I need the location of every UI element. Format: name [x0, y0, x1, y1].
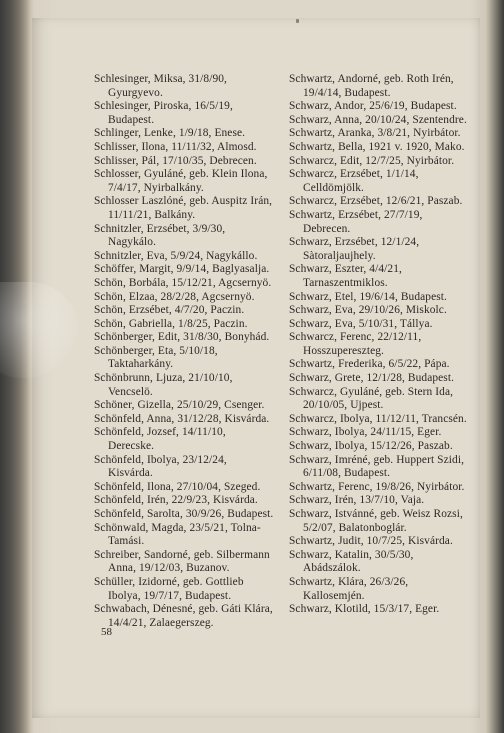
name-entry: Schwartz, Erzsébet, 27/7/19, Debrecen. — [289, 208, 423, 235]
left-column — [94, 73, 274, 630]
name-entry: Schön, Gabriella, 1/8/25, Paczin. — [94, 317, 248, 330]
name-entry: Schöner, Gizella, 25/10/29, Csenger. — [94, 399, 265, 412]
name-entry: Schwartz, Ferenc, 19/8/26, Nyirbátor. — [289, 480, 465, 493]
name-entry: Schwarz, Ibolya, 24/11/15, Eger. — [289, 426, 442, 439]
name-entry: Schönfeld, Ibolya, 23/12/24, Kisvárda. — [94, 453, 227, 480]
name-entry: Schönfeld, Anna, 31/12/28, Kisvárda. — [94, 412, 270, 425]
name-entry: Schönfeld, Irén, 22/9/23, Kisvárda. — [94, 494, 258, 507]
page-mark — [296, 19, 299, 23]
name-entry: Schönwald, Magda, 23/5/21, Tolna-Tamási. — [94, 521, 261, 548]
name-entry: Schön, Elzaa, 28/2/28, Agcsernyö. — [94, 290, 255, 303]
name-entry: Schwartz, Frederika, 6/5/22, Pápa. — [289, 358, 450, 371]
name-entry: Schwabach, Dénesné, geb. Gáti Klára, 14/4/21, Zalaegerszeg. — [94, 603, 273, 629]
name-entry: Schwarz, Andor, 25/6/19, Budapest. — [289, 100, 457, 113]
name-entry: Schwarcz, Gyuláné, geb. Stern Ida, 20/10/05, Ujpest. — [289, 385, 454, 412]
name-entry: Schlosser Laszlóné, geb. Auspitz Irán, 11/11/21, Balkány. — [94, 195, 273, 221]
name-entry: Schwarz, Imréné, geb. Huppert Szidi, 6/11/08, Budapest. — [289, 453, 465, 480]
name-entry: Schöffer, Margit, 9/9/14, Baglyasalja. — [94, 263, 270, 276]
name-entry: Schnitzler, Eva, 5/9/24, Nagykállo. — [94, 249, 258, 262]
name-entry: Schwarz, Eva, 5/10/31, Tállya. — [289, 317, 433, 330]
name-entry: Schön, Erzsébet, 4/7/20, Paczin. — [94, 304, 245, 317]
name-entry: Schwarz, Ibolya, 15/12/26, Paszab. — [289, 440, 453, 453]
name-entry: Schlinger, Lenke, 1/9/18, Enese. — [94, 127, 246, 140]
right-column — [289, 73, 469, 617]
name-entry: Schwarz, Eva, 29/10/26, Miskolc. — [289, 304, 447, 317]
name-entry: Schwartz, Aranka, 3/8/21, Nyirbátor. — [289, 127, 461, 140]
name-entry: Schwarz, Irén, 13/7/10, Vaja. — [289, 494, 425, 507]
name-entry: Schwarcz, Edit, 12/7/25, Nyirbátor. — [289, 154, 455, 167]
name-entry: Schwarcz, Erzsébet, 1/1/14, Celldömjölk. — [289, 168, 419, 194]
name-entry: Schön, Borbála, 15/12/21, Agcsernyö. — [94, 276, 272, 289]
name-entry: Schwarcz, Ibolya, 11/12/11, Trancsén. — [289, 412, 467, 425]
name-entry: Schwartz, Bella, 1921 v. 1920, Mako. — [289, 140, 465, 153]
name-entry: Schwarz, Istvánné, geb. Weisz Rozsi, 5/2/07, Balatonboglár. — [289, 508, 463, 534]
name-entry: Schönberger, Edit, 31/8/30, Bonyhád. — [94, 331, 270, 344]
name-entry: Schwarz, Eszter, 4/4/21, Tarnaszentmiklos. — [289, 263, 402, 289]
name-entry: Schwartz, Klára, 26/3/26, Kallosemjén. — [289, 575, 409, 602]
name-entry: Schwartz, Judit, 10/7/25, Kisvárda. — [289, 535, 453, 548]
name-entry: Schwarz, Etel, 19/6/14, Budapest. — [289, 290, 447, 303]
name-entry: Schönbrunn, Ljuza, 21/10/10, Vencselö. — [94, 372, 233, 398]
page-number: 58 — [101, 626, 112, 638]
name-entry: Schwarz, Klotild, 15/3/17, Eger. — [289, 603, 440, 616]
name-entry: Schwarcz, Erzsébet, 12/6/21, Paszab. — [289, 195, 463, 208]
name-entry: Schönfeld, Jozsef, 14/11/10, Derecske. — [94, 426, 226, 453]
name-entry: Schlesinger, Piroska, 16/5/19, Budapest. — [94, 100, 233, 126]
name-entry: Schnitzler, Erzsébet, 3/9/30, Nagykálo. — [94, 222, 226, 249]
name-entry: Schüller, Izidorné, geb. Gottlieb Ibolya, 19/7/17, Budapest. — [94, 575, 244, 602]
name-entry: Schlisser, Pál, 17/10/35, Debrecen. — [94, 154, 257, 167]
name-entry: Schreiber, Sandorné, geb. Silbermann Anna, 19/12/03, Buzanov. — [94, 548, 270, 575]
name-entry: Schönberger, Eta, 5/10/18, Taktaharkány. — [94, 344, 218, 371]
name-entry: Schwarz, Grete, 12/1/28, Budapest. — [289, 372, 455, 385]
name-entry: Schönfeld, Ilona, 27/10/04, Szeged. — [94, 480, 261, 493]
name-entry: Schlesinger, Miksa, 31/8/90, Gyurgyevo. — [94, 73, 228, 99]
name-entry: Schwarz, Anna, 20/10/24, Szentendre. — [289, 113, 467, 126]
name-entry: Schlisser, Ilona, 11/11/32, Almosd. — [94, 140, 257, 153]
name-entry: Schwarcz, Ferenc, 22/12/11, Hosszupereszteg. — [289, 331, 422, 357]
name-entry: Schwarz, Erzsébet, 12/1/24, Sàtoraljaujhely. — [289, 236, 420, 262]
name-entry: Schönfeld, Sarolta, 30/9/26, Budapest. — [94, 508, 274, 520]
name-entry: Schwartz, Andorné, geb. Roth Irén, 19/4/14, Budapest. — [289, 73, 454, 99]
name-entry: Schlosser, Gyuláné, geb. Klein Ilona, 7/4/17, Nyirbalkány. — [94, 168, 268, 194]
name-entry: Schwarz, Katalin, 30/5/30, Abádszálok. — [289, 548, 414, 575]
